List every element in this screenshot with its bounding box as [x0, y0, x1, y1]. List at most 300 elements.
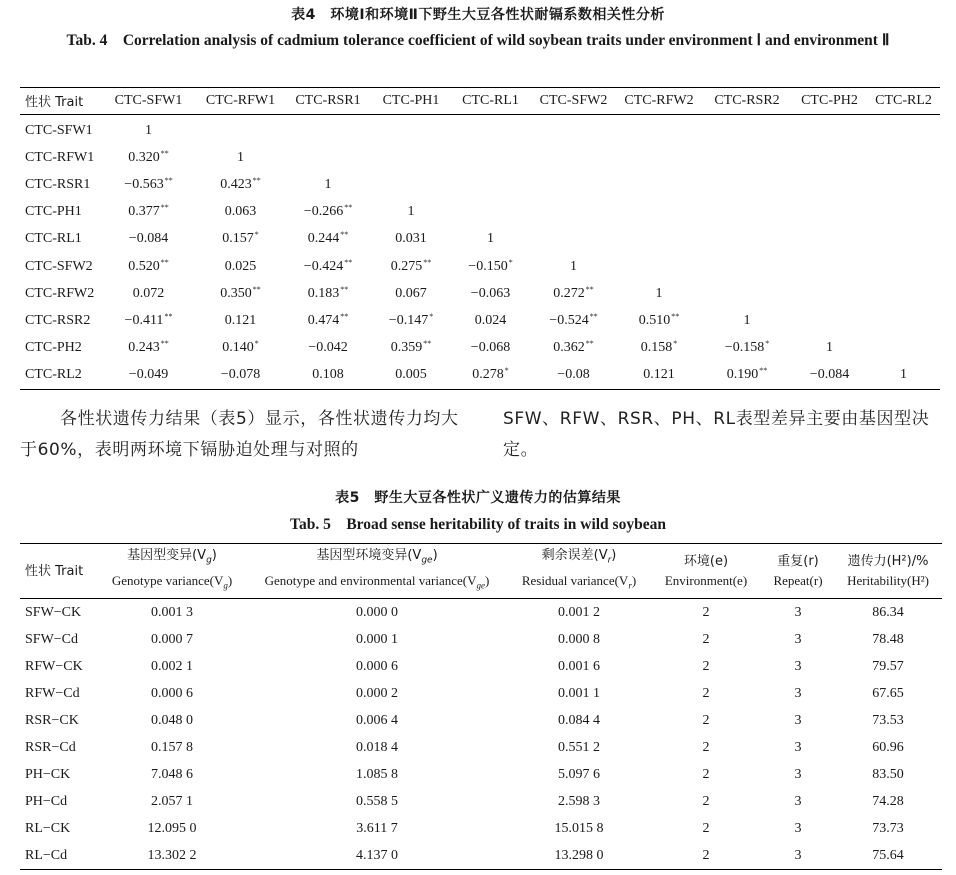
table4-caption-en: Tab. 4 Correlation analysis of cadmium tolerance coefficient of wild soybean traits under environment Ⅰ and environment Ⅱ	[66, 32, 890, 49]
table5-header-en-text: Repeat(r)	[773, 573, 823, 588]
table5-header-zh	[834, 552, 942, 571]
table4-cell	[100, 307, 197, 334]
table4-cell-value: 0.157	[222, 231, 254, 247]
table4-cell	[792, 144, 867, 171]
table5-row	[20, 680, 942, 707]
table4-cell-value: −0.150	[468, 258, 508, 274]
table4-header-row	[20, 88, 940, 115]
table4-cell	[792, 199, 867, 226]
table5-row	[20, 761, 942, 788]
significance-mark: **	[585, 284, 594, 294]
table4-cell-value: −0.08	[557, 367, 590, 383]
table4-row-trait: CTC-RFW1	[25, 149, 95, 165]
table4-cell	[372, 362, 450, 390]
table4-column-header: CTC-PH1	[372, 88, 450, 115]
table4-cell	[867, 253, 940, 280]
table4-cell	[100, 226, 197, 253]
table4-cell	[702, 362, 792, 390]
paragraph-left: 各性状遗传力结果（表5）显示，各性状遗传力均大于60%，表明两环境下镉胁迫处理与对照的	[20, 409, 459, 460]
table4-cell-value: 0.359	[390, 340, 423, 356]
table4-row-trait: CTC-RSR1	[25, 176, 91, 192]
table4-column-header: CTC-PH2	[792, 88, 867, 115]
table5-cell: 3	[794, 793, 802, 809]
table5-header-en-sub: ge	[476, 580, 486, 591]
table4-cell-value: 1	[237, 149, 244, 165]
table4-cell	[792, 335, 867, 362]
table4-row	[20, 226, 940, 253]
table5-header-en	[834, 571, 942, 590]
table4-cell	[100, 362, 197, 390]
table4-cell	[100, 253, 197, 280]
table4-cell	[867, 362, 940, 390]
table4-cell	[531, 226, 616, 253]
table5-cell: 2	[702, 820, 710, 836]
table5-cell: 2.598 3	[558, 793, 600, 809]
table4-row	[20, 115, 940, 145]
table4-cell	[284, 199, 372, 226]
table4-row-trait: CTC-PH2	[25, 340, 82, 356]
table4-column-header: CTC-SFW1	[100, 88, 197, 115]
table5-cell: 3	[794, 604, 802, 620]
table5-header-zh-end: )	[432, 548, 438, 564]
table4-column-header: CTC-RFW2	[616, 88, 702, 115]
table5-cell: 0.157 8	[151, 739, 193, 755]
table5-cell: 15.015 8	[554, 820, 604, 836]
table4-cell-value: 0.275	[390, 258, 423, 274]
table4-row	[20, 253, 940, 280]
table5-cell: 0.000 1	[356, 631, 398, 647]
table4-cell-value: −0.563	[124, 176, 164, 192]
table5-cell: 2	[702, 847, 710, 863]
table5-cell: 73.53	[872, 712, 904, 728]
table5-header-zh	[98, 546, 246, 571]
table4-cell	[197, 171, 284, 198]
table4-cell	[197, 253, 284, 280]
table4-cell	[197, 307, 284, 334]
table5-header-en-text: Genotype variance(V	[111, 573, 224, 588]
table4-cell	[197, 199, 284, 226]
table4-cell	[284, 144, 372, 171]
table5-row	[20, 842, 942, 870]
table4-row	[20, 335, 940, 362]
table4-cell	[450, 144, 531, 171]
table4-cell	[867, 171, 940, 198]
table5-header-en	[508, 571, 650, 596]
table4-column-header: CTC-SFW2	[531, 88, 616, 115]
table5-cell: 13.302 2	[147, 847, 197, 863]
table5-cell: 83.50	[872, 766, 904, 782]
table4-cell-value: 1	[487, 231, 494, 247]
table5-row	[20, 815, 942, 842]
table4-row	[20, 144, 940, 171]
table4-cell	[450, 253, 531, 280]
table4-cell	[616, 226, 702, 253]
table4-row	[20, 362, 940, 390]
table5-row-trait: RL−CK	[25, 820, 71, 836]
table4-cell	[616, 335, 702, 362]
table5-row-trait: RSR−CK	[25, 712, 79, 728]
table4-cell	[702, 144, 792, 171]
significance-mark: *	[765, 339, 770, 349]
table4-row	[20, 199, 940, 226]
table5-cell: 67.65	[872, 685, 904, 701]
table4-cell-value: 1	[570, 258, 577, 274]
table5-caption-zh: 表5 野生大豆各性状广义遗传力的估算结果	[335, 490, 621, 506]
table4-cell	[284, 171, 372, 198]
table4-column-header: CTC-RSR2	[702, 88, 792, 115]
table4-cell-value: −0.266	[303, 204, 344, 220]
significance-mark: **	[160, 203, 169, 213]
table4-cell	[450, 362, 531, 390]
table5-cell: 0.558 5	[356, 793, 398, 809]
table5-column-header	[650, 544, 762, 599]
table4-cell	[100, 280, 197, 307]
table5-cell: 0.018 4	[356, 739, 398, 755]
table4-cell	[197, 335, 284, 362]
significance-mark: **	[589, 311, 598, 321]
table4-cell	[372, 144, 450, 171]
table5-column-header	[20, 544, 98, 599]
table4-cell	[284, 307, 372, 334]
table4-cell-value: 0.278	[472, 367, 504, 383]
table5-row-trait: RSR−Cd	[25, 739, 76, 755]
table4-cell	[531, 362, 616, 390]
significance-mark: **	[340, 311, 349, 321]
table4-cell	[531, 199, 616, 226]
table5-header-zh	[25, 562, 98, 581]
table5-cell: 5.097 6	[558, 766, 600, 782]
table4-cell-value: 0.183	[307, 285, 340, 301]
significance-mark: **	[423, 257, 432, 267]
table5-header-en-end: )	[631, 573, 637, 588]
table5-row-trait: SFW−CK	[25, 604, 82, 620]
table4-cell-value: 0.025	[224, 258, 257, 274]
table4-cell	[867, 115, 940, 145]
table4-cell	[867, 226, 940, 253]
table5-header-zh-text: 基因型变异(V	[127, 548, 207, 564]
table4-cell	[450, 115, 531, 145]
table5-header-en-sub: r	[628, 580, 632, 591]
table5-header-zh-text: 环境(e)	[683, 554, 729, 569]
table4-cell	[372, 199, 450, 226]
table4-cell	[792, 307, 867, 334]
table4-cell	[867, 280, 940, 307]
table4-cell-value: 0.272	[553, 285, 585, 301]
table4-row-trait: CTC-RL2	[25, 367, 82, 383]
table4-cell	[197, 115, 284, 145]
table4-cell-value: 1	[324, 176, 332, 192]
table4-cell-value: 0.243	[128, 340, 160, 356]
table4-cell	[450, 307, 531, 334]
table4-cell-value: 0.121	[224, 312, 257, 328]
table4-cell-value: −0.158	[724, 340, 765, 356]
table4-caption-zh: 表4 环境Ⅰ和环境Ⅱ下野生大豆各性状耐镉系数相关性分析	[291, 7, 665, 23]
table4-cell	[372, 335, 450, 362]
table5-header-en-end: )	[485, 573, 490, 588]
significance-mark: **	[340, 230, 349, 240]
table5-header-zh	[650, 552, 762, 571]
table4-cell-value: 0.377	[128, 204, 160, 220]
table4-cell	[197, 280, 284, 307]
table4-cell	[702, 115, 792, 145]
table4-cell-value: 1	[826, 340, 833, 356]
table4-cell	[100, 115, 197, 145]
table5-header-zh-end: )	[211, 548, 217, 564]
table5-cell: 0.001 3	[151, 604, 193, 620]
table4-cell	[284, 226, 372, 253]
table4-cell	[702, 307, 792, 334]
table4-cell	[372, 115, 450, 145]
table4-cell	[792, 171, 867, 198]
table4-cell	[702, 280, 792, 307]
table5-header-zh	[762, 552, 834, 571]
table4-cell-value: 1	[655, 285, 663, 301]
table5-cell: 60.96	[872, 739, 904, 755]
table5-row	[20, 626, 942, 653]
table4-cell-value: −0.063	[470, 285, 511, 301]
table5-cell: 0.000 6	[356, 658, 398, 674]
table5-row-trait: SFW−Cd	[25, 631, 79, 647]
significance-mark: *	[673, 339, 678, 349]
table4-cell	[792, 362, 867, 390]
table4-cell-value: 1	[743, 312, 751, 328]
table5-header-en-text: Residual variance(V	[521, 573, 629, 588]
table5-cell: 3	[794, 820, 802, 836]
table4-cell-value: −0.147	[388, 312, 429, 328]
table4-row-trait: CTC-RSR2	[25, 312, 91, 328]
table5-caption-en: Tab. 5 Broad sense heritability of traits in wild soybean	[290, 516, 666, 533]
table4-cell-value: −0.524	[549, 312, 589, 328]
table4-cell	[100, 199, 197, 226]
table4-row-trait: CTC-RL1	[25, 231, 82, 247]
table4-cell	[702, 199, 792, 226]
significance-mark: *	[254, 230, 259, 240]
table5-cell: 2	[702, 712, 710, 728]
table4-cell-value: 0.024	[474, 312, 507, 328]
table4-cell	[702, 253, 792, 280]
table4-cell	[867, 144, 940, 171]
table4-row-trait: CTC-SFW1	[25, 122, 93, 138]
table5-cell: 4.137 0	[356, 847, 398, 863]
table4-cell	[792, 226, 867, 253]
table4-cell	[450, 226, 531, 253]
table5-cell: 78.48	[872, 631, 904, 647]
table5-cell: 0.001 2	[558, 604, 600, 620]
table4-row-trait: CTC-SFW2	[25, 258, 93, 274]
significance-mark: **	[671, 311, 680, 321]
table4-cell	[450, 171, 531, 198]
table5-header-zh-end: )	[611, 548, 617, 564]
table5-column-header	[508, 544, 650, 599]
table5-header-zh	[508, 546, 650, 571]
table5-cell: 2	[702, 766, 710, 782]
table4-row-trait: CTC-RFW2	[25, 285, 95, 301]
table5-header-en-text: Environment(e)	[664, 573, 748, 588]
table5-cell: 0.084 4	[558, 712, 600, 728]
table5-cell: 1.085 8	[356, 766, 398, 782]
table4-cell-value: 0.320	[128, 149, 160, 165]
table5-cell: 0.000 6	[151, 685, 193, 701]
table4-cell	[616, 362, 702, 390]
table4-cell	[100, 144, 197, 171]
table5-row-trait: RFW−CK	[25, 658, 83, 674]
table4-cell	[792, 115, 867, 145]
table4-cell-value: 0.108	[312, 367, 344, 383]
table4-cell-value: 0.362	[553, 340, 585, 356]
table5-cell: 0.000 7	[151, 631, 193, 647]
table5-cell: 2	[702, 685, 710, 701]
table5-header-zh	[246, 546, 508, 571]
table4-cell-value: 1	[407, 204, 415, 220]
table4-cell	[531, 171, 616, 198]
significance-mark: **	[164, 311, 173, 321]
table5-cell: 3	[794, 847, 802, 863]
table4-cell-value: −0.078	[220, 367, 261, 383]
table5-header-en-end: )	[227, 573, 233, 588]
table4-cell	[867, 199, 940, 226]
table4-cell	[531, 115, 616, 145]
table4-cell-value: 0.244	[307, 231, 340, 247]
table5-cell: 0.551 2	[558, 739, 600, 755]
table4-cell-value: −0.411	[124, 312, 164, 328]
table4-header-trait-label: 性状 Trait	[25, 95, 84, 110]
table5-header-en-text: Heritability(H²)	[847, 573, 929, 588]
table5-cell: 3	[794, 712, 802, 728]
significance-mark: *	[508, 257, 513, 267]
table5-cell: 74.28	[872, 793, 904, 809]
table4-cell-value: 0.063	[224, 204, 257, 220]
table4-cell	[372, 253, 450, 280]
table5-cell: 0.002 1	[151, 658, 193, 674]
table4-cell	[372, 171, 450, 198]
table5-cell: 86.34	[872, 604, 904, 620]
table5-row	[20, 653, 942, 680]
table5-row-trait: RL−Cd	[25, 847, 68, 863]
table5-cell: 3.611 7	[356, 820, 398, 836]
table4-cell-value: 0.005	[395, 367, 427, 383]
table4-cell	[792, 280, 867, 307]
table4-cell-value: 0.520	[128, 258, 160, 274]
table4-cell	[197, 226, 284, 253]
table5-header-zh-text: 重复(r)	[777, 554, 819, 569]
table5-cell: 79.57	[872, 658, 904, 674]
table4-row	[20, 171, 940, 198]
table5-cell: 2	[702, 631, 710, 647]
table5-header-zh-sub: g	[206, 556, 212, 566]
table4-header-trait	[20, 88, 100, 115]
table5-header-en	[246, 571, 508, 596]
table4-cell	[372, 280, 450, 307]
table4-cell-value: −0.424	[303, 258, 344, 274]
table4-cell	[284, 115, 372, 145]
table5-cell: 0.000 8	[558, 631, 600, 647]
table5-header-en-sub: g	[223, 580, 228, 591]
table4-cell-value: −0.068	[470, 340, 511, 356]
table4-column-header: CTC-RSR1	[284, 88, 372, 115]
table5-header-en	[762, 571, 834, 590]
table5-row	[20, 599, 942, 627]
table5-header-zh-text: 剩余误差(V	[541, 548, 608, 564]
table4-cell	[284, 362, 372, 390]
table4-cell	[372, 307, 450, 334]
table5-cell: 0.006 4	[356, 712, 398, 728]
significance-mark: **	[164, 175, 173, 185]
table4-cell-value: 1	[145, 122, 152, 138]
table5-cell: 2	[702, 739, 710, 755]
table5-header-en-text: Genotype and environmental variance(V	[264, 573, 477, 588]
table4-cell-value: 0.423	[220, 176, 252, 192]
table5-header-row	[20, 544, 942, 599]
table4-row	[20, 280, 940, 307]
table5-cell: 3	[794, 631, 802, 647]
table4-cell	[531, 144, 616, 171]
table4-cell	[867, 307, 940, 334]
table4-cell-value: 0.031	[395, 231, 427, 247]
table5-cell: 2	[702, 658, 710, 674]
table5-cell: 3	[794, 658, 802, 674]
table5-cell: 0.001 1	[558, 685, 600, 701]
significance-mark: **	[344, 257, 353, 267]
table4-cell-value: 0.510	[638, 312, 671, 328]
table5-column-header	[762, 544, 834, 599]
table4-cell	[450, 335, 531, 362]
table5-cell: 2	[702, 604, 710, 620]
table5-cell: 3	[794, 766, 802, 782]
significance-mark: **	[585, 339, 594, 349]
table5-column-header	[834, 544, 942, 599]
significance-mark: *	[254, 339, 259, 349]
table5-column-header	[246, 544, 508, 599]
significance-mark: **	[344, 203, 353, 213]
table5-cell: 2.057 1	[151, 793, 193, 809]
table5-cell: 0.001 6	[558, 658, 600, 674]
table5	[20, 543, 942, 870]
table5-header-zh-sub: ge	[421, 556, 433, 566]
significance-mark: *	[429, 311, 434, 321]
table5-cell: 7.048 6	[151, 766, 193, 782]
table4-cell-value: 0.350	[220, 285, 252, 301]
table4-cell	[531, 280, 616, 307]
table5-row	[20, 788, 942, 815]
table5-column-header	[98, 544, 246, 599]
table4-cell	[284, 253, 372, 280]
table4-cell-value: −0.049	[128, 367, 169, 383]
table4-column-header: CTC-RFW1	[197, 88, 284, 115]
table5-cell: 75.64	[872, 847, 904, 863]
table4-cell	[531, 253, 616, 280]
table5-row	[20, 734, 942, 761]
significance-mark: *	[504, 366, 509, 376]
table4-cell	[100, 171, 197, 198]
table4-cell	[531, 335, 616, 362]
table5-row	[20, 707, 942, 734]
table4-cell	[616, 280, 702, 307]
table4-cell	[284, 280, 372, 307]
table4-cell-value: 0.474	[307, 312, 340, 328]
table4-cell-value: −0.084	[128, 231, 169, 247]
table5-cell: 3	[794, 685, 802, 701]
table4-cell	[702, 171, 792, 198]
table5-header-zh-text: 性状 Trait	[25, 563, 84, 579]
table5-cell: 73.73	[872, 820, 904, 836]
table5-header-en	[650, 571, 762, 590]
table4-cell	[616, 199, 702, 226]
table5-cell: 0.000 2	[356, 685, 398, 701]
table5-header-en	[98, 571, 246, 596]
table5-cell: 13.298 0	[554, 847, 604, 863]
table4-cell	[100, 335, 197, 362]
significance-mark: **	[252, 175, 261, 185]
